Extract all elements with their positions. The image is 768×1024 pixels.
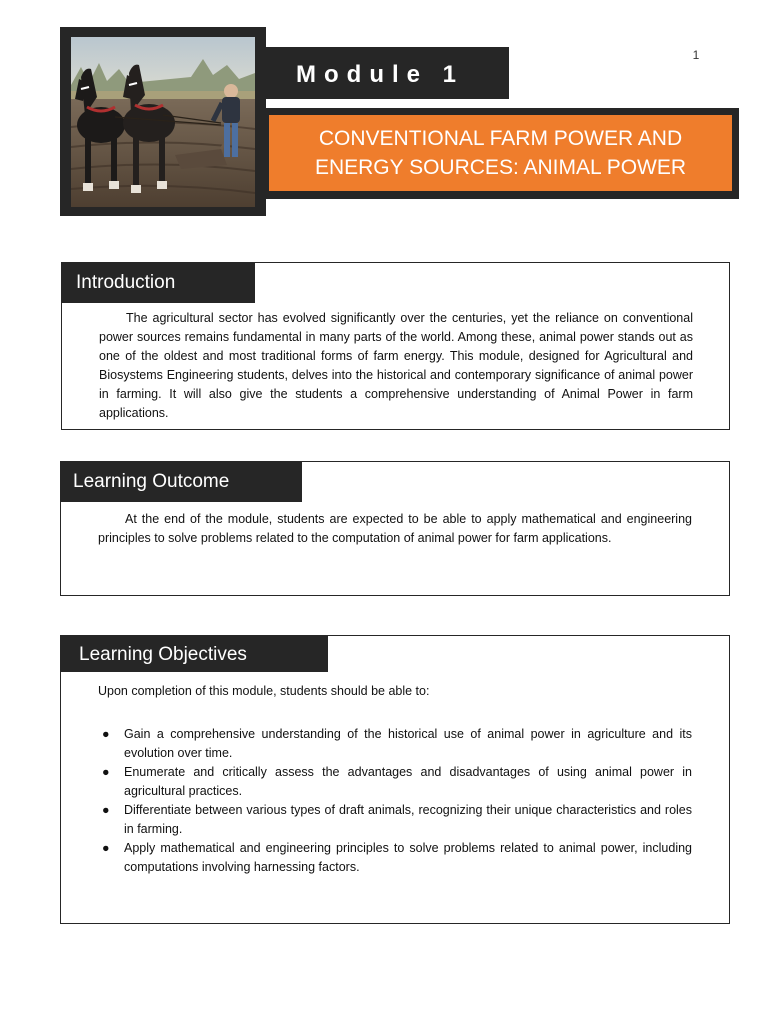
introduction-section bbox=[61, 262, 730, 430]
learning-outcome-heading: Learning Outcome bbox=[61, 462, 302, 502]
learning-objectives-section bbox=[60, 635, 730, 924]
introduction-heading: Introduction bbox=[62, 263, 255, 303]
header-photo-frame bbox=[60, 27, 266, 216]
plowing-horses-photo bbox=[71, 37, 255, 207]
page-title-line-1: CONVENTIONAL FARM POWER AND bbox=[318, 127, 683, 150]
bullet-icon: ● bbox=[102, 803, 110, 817]
title-banner bbox=[262, 108, 739, 199]
objective-text: Apply mathematical and engineering principles to solve problems related to animal power, including computations involving harnessing factors. bbox=[124, 841, 692, 874]
module-banner bbox=[266, 47, 509, 99]
learning-objectives-heading: Learning Objectives bbox=[61, 636, 328, 672]
objective-text: Gain a comprehensive understanding of the historical use of animal power in agriculture and its evolution over time. bbox=[124, 727, 692, 760]
learning-outcome-body: At the end of the module, students are expected to be able to apply mathematical and engineering principles to solve problems related to the computation of animal power for farm applications. bbox=[98, 512, 692, 545]
page-number: 1 bbox=[692, 48, 700, 62]
module-label: Module 1 bbox=[296, 61, 465, 88]
objective-item bbox=[98, 763, 692, 801]
learning-objectives-list-wrap bbox=[98, 725, 692, 877]
objective-item bbox=[98, 839, 692, 877]
title-banner-inner bbox=[269, 115, 732, 191]
objective-text: Enumerate and critically assess the advantages and disadvantages of using animal power in agricultural practices. bbox=[124, 765, 692, 798]
objective-item bbox=[98, 725, 692, 763]
bullet-icon: ● bbox=[102, 727, 110, 741]
bullet-icon: ● bbox=[102, 765, 110, 779]
learning-objectives-intro: Upon completion of this module, students should be able to: bbox=[98, 684, 430, 698]
page-title-line-2: ENERGY SOURCES: ANIMAL POWER bbox=[314, 156, 687, 179]
bullet-icon: ● bbox=[102, 841, 110, 855]
introduction-body: The agricultural sector has evolved significantly over the centuries, yet the reliance on conventional power sources remains fundamental in many parts of the world. Among these, animal power stands out as one of the oldest and most traditional forms of farm energy. This module, designed for Agricultural and Biosystems Engineering students, delves into the historical and contemporary significance of animal power in farming. It will also give the students a comprehensive understanding of Animal Power in farm applications. bbox=[99, 311, 693, 420]
learning-outcome-section bbox=[60, 461, 730, 596]
objective-item bbox=[98, 801, 692, 839]
learning-objectives-list bbox=[98, 725, 692, 877]
objective-text: Differentiate between various types of draft animals, recognizing their unique characteristics and roles in farming. bbox=[124, 803, 692, 836]
